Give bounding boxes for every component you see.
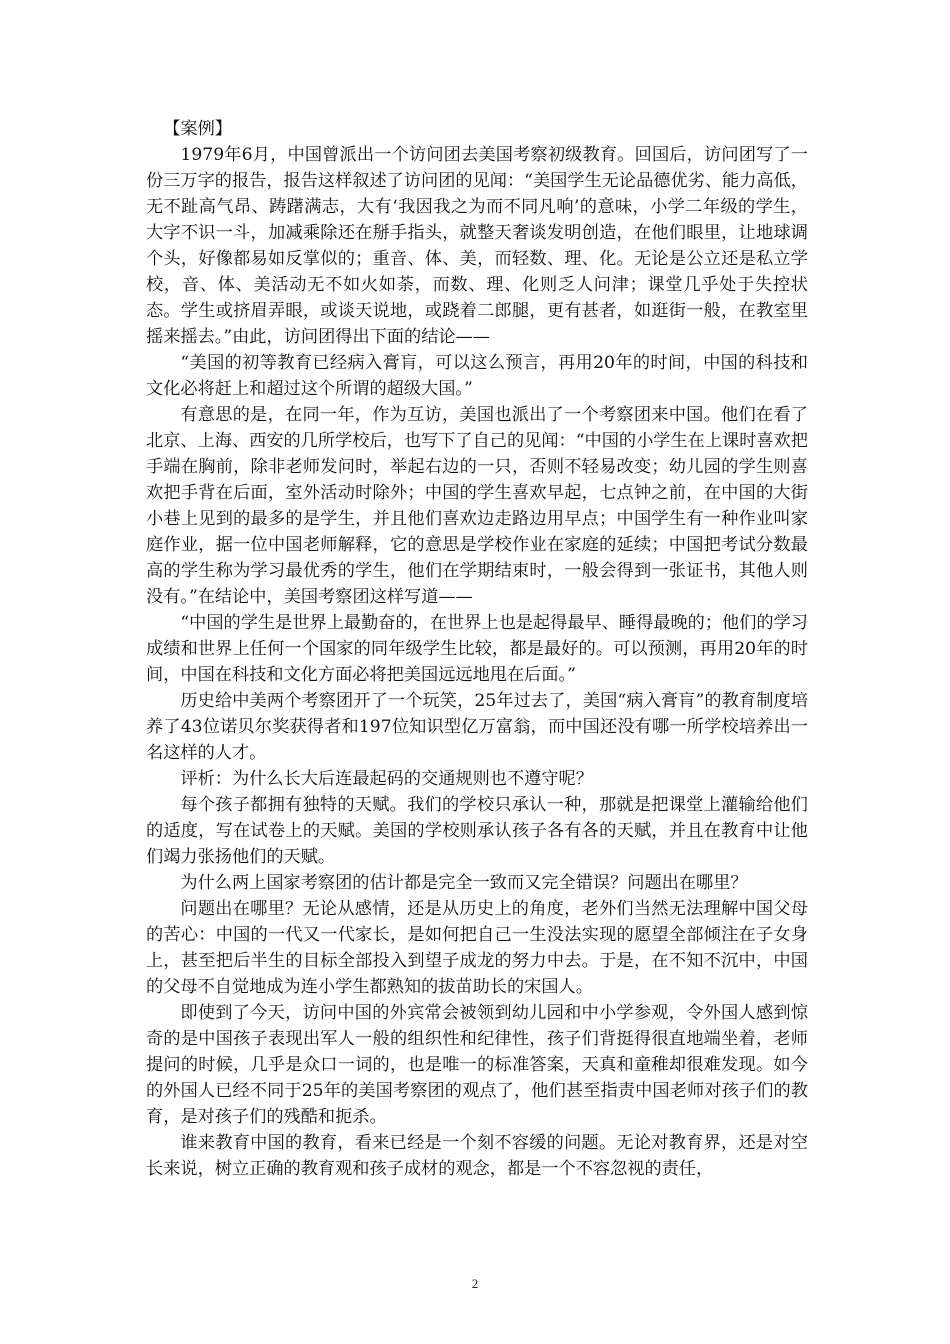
paragraph-talent: 每个孩子都拥有独特的天赋。我们的学校只承认一种，那就是把课堂上灌输给他们的适度，写在试卷上的天赋。美国的学校则承认孩子各有各的天赋，并且在教育中让他们竭力张扬他们的天赋。 xyxy=(146,795,808,867)
paragraph-us-conclusion: “中国的学生是世界上最勤奋的，在世界上也是起得最早、睡得最晚的；他们的学习成绩和世界上任何一个国家的同年级学生比较，都是最好的。可以预测，再用20年的时间，中国在科技和文化方面必将把美国远远地甩在后面。” xyxy=(146,613,808,685)
paragraph-analysis: 评析：为什么长大后连最起码的交通规则也不遵守呢？ xyxy=(180,769,593,789)
case-heading: 【案例】 xyxy=(163,119,232,139)
document-body xyxy=(146,116,808,1182)
paragraph-china-conclusion: “美国的初等教育已经病入膏肓，可以这么预言，再用20年的时间，中国的科技和文化必将赶上和超过这个所谓的超级大国。” xyxy=(146,353,808,399)
paragraph-problem: 问题出在哪里？无论从感情，还是从历史上的角度，老外们当然无法理解中国父母的苦心：中国的一代又一代家长，是如何把自己一生没法实现的愿望全部倾注在子女身上，甚至把后半生的目标全部投入到望子成龙的努力中去。于是，在不知不沉中，中国的父母不自觉地成为连小学生都熟知的拔苗助长的宋国人。 xyxy=(146,899,808,997)
paragraph-visit-report: 1979年6月，中国曾派出一个访问团去美国考察初级教育。回国后，访问团写了一份三万字的报告，报告这样叙述了访问团的见闻：“美国学生无论品德优劣、能力高低，无不趾高气昂、踌躇满志，大有‘我因我之为而不同凡响’的意味，小学二年级的学生，大字不识一斗，加减乘除还在掰手指头，就整天奢谈发明创造，在他们眼里，让地球调个头，好像都易如反掌似的；重音、体、美，而轻数、理、化。无论是公立还是私立学校，音、体、美活动无不如火如荼，而数、理、化则乏人问津；课堂几乎处于失控状态。学生或挤眉弄眼，或谈天说地，或跷着二郎腿，更有甚者，如逛街一般，在教室里摇来摇去。”由此，访问团得出下面的结论—— xyxy=(146,145,808,347)
paragraph-today: 即使到了今天，访问中国的外宾常会被领到幼儿园和中小学参观，令外国人感到惊奇的是中国孩子表现出军人一般的组织性和纪律性，孩子们背挺得很直地端坐着，老师提问的时候，几乎是众口一词的，也是唯一的标准答案，天真和童稚却很难发现。如今的外国人已经不同于25年的美国考察团的观点了，他们甚至指责中国老师对孩子们的教育，是对孩子们的残酷和扼杀。 xyxy=(146,1003,808,1127)
paragraph-who-educates: 谁来教育中国的教育，看来已经是一个刻不容缓的问题。无论对教育界，还是对空长来说，树立正确的教育观和孩子成材的观念，都是一个不容忽视的责任， xyxy=(146,1133,808,1179)
paragraph-history-joke: 历史给中美两个考察团开了一个玩笑，25年过去了，美国“病入膏肓”的教育制度培养了43位诺贝尔奖获得者和197位知识型亿万富翁，而中国还没有哪一所学校培养出一名这样的人才。 xyxy=(146,691,808,763)
page-number: 2 xyxy=(471,1276,479,1291)
paragraph-question: 为什么两上国家考察团的估计都是完全一致而又完全错误？问题出在哪里？ xyxy=(180,873,748,893)
paragraph-us-visit: 有意思的是，在同一年，作为互访，美国也派出了一个考察团来中国。他们在看了北京、上海、西安的几所学校后，也写下了自己的见闻：“中国的小学生在上课时喜欢把手端在胸前，除非老师发问时，举起右边的一只，否则不轻易改变；幼儿园的学生则喜欢把手背在后面，室外活动时除外；中国的学生喜欢早起，七点钟之前，在中国的大街小巷上见到的最多的是学生，并且他们喜欢边走路边用早点；中国学生有一种作业叫家庭作业，据一位中国老师解释，它的意思是学校作业在家庭的延续；中国把考试分数最高的学生称为学习最优秀的学生，他们在学期结束时，一般会得到一张证书，其他人则没有。”在结论中，美国考察团这样写道—— xyxy=(146,405,808,607)
